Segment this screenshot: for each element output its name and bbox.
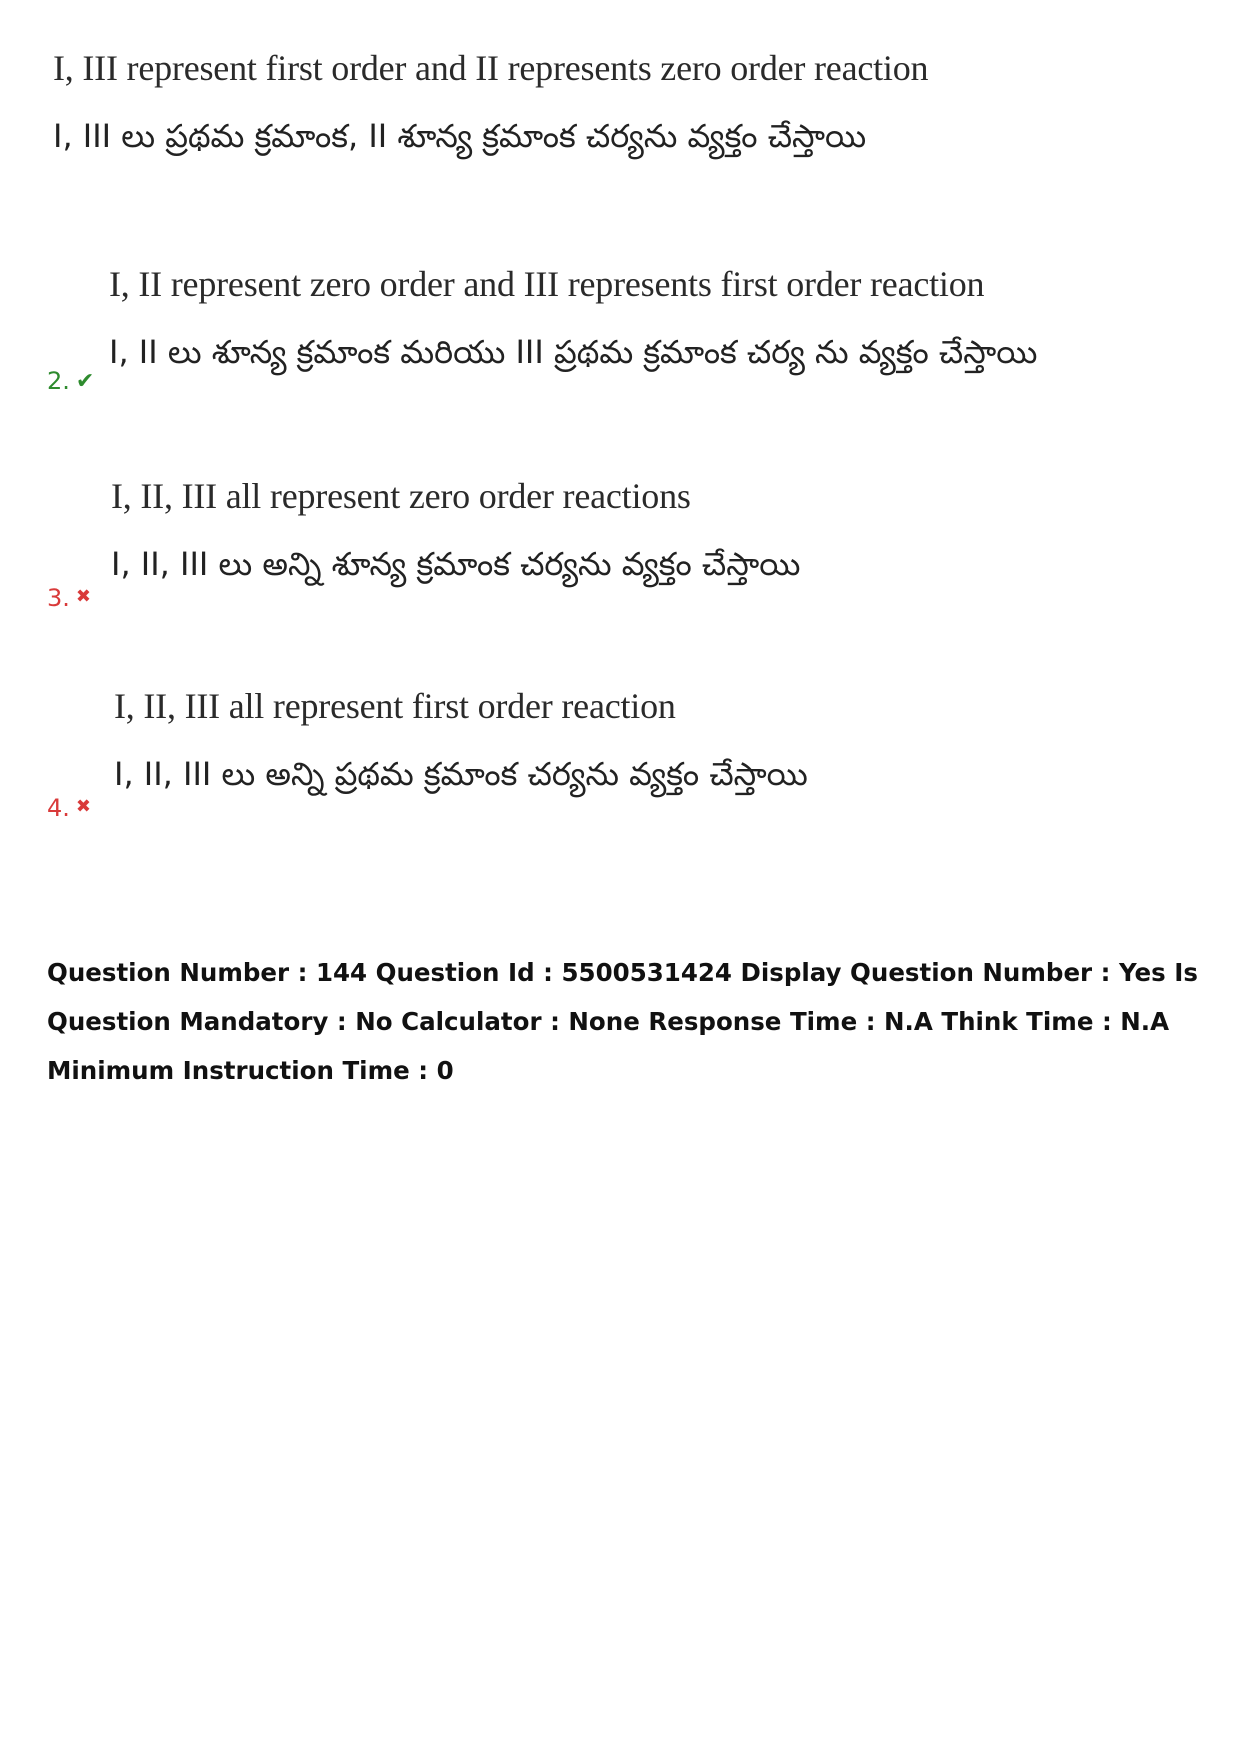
check-icon: ✔ — [75, 369, 95, 394]
cross-icon: ✖ — [75, 796, 91, 817]
option-2-image — [109, 264, 1037, 372]
option-3-telugu-text: I, II, III లు అన్ని శూన్య క్రమాంక చర్యను వ్యక్తం చేస్తాయి — [111, 545, 801, 583]
option-4-english-text: I, II, III all represent first order reaction — [114, 686, 676, 726]
option-4-telugu-text: I, II, III లు అన్ని ప్రథమ క్రమాంక చర్యను వ్యక్తం చేస్తాయి — [114, 755, 808, 793]
option-2-number: 2. — [47, 367, 70, 395]
option-4-marker — [47, 793, 91, 822]
option-1-english-text: I, III represent first order and II represents zero order reaction — [53, 48, 929, 88]
option-4-number: 4. — [47, 794, 70, 822]
option-3-english-text: I, II, III all represent zero order reactions — [111, 476, 691, 516]
option-1-telugu-text: I, III లు ప్రథమ క్రమాంక, II శూన్య క్రమాంక చర్యను వ్యక్తం చేస్తాయి — [53, 117, 867, 155]
option-1-image — [53, 48, 928, 156]
option-3-number: 3. — [47, 584, 70, 612]
option-2-marker — [47, 367, 94, 396]
option-3-marker — [47, 583, 91, 612]
option-4-image — [114, 686, 808, 794]
question-metadata: Question Number : 144 Question Id : 5500531424 Display Question Number : Yes Is Question Mandatory : No Calculator : None Response Time : N.A Think Time : N.A Minimum Instruction Time : 0 — [47, 958, 1198, 1085]
option-2-telugu-text: I, II లు శూన్య క్రమాంక మరియు III ప్రథమ క్రమాంక చర్య ను వ్యక్తం చేస్తాయి — [109, 333, 1038, 371]
cross-icon: ✖ — [75, 586, 91, 607]
option-2-english-text: I, II represent zero order and III represents first order reaction — [109, 264, 985, 304]
option-3-image — [111, 476, 800, 584]
